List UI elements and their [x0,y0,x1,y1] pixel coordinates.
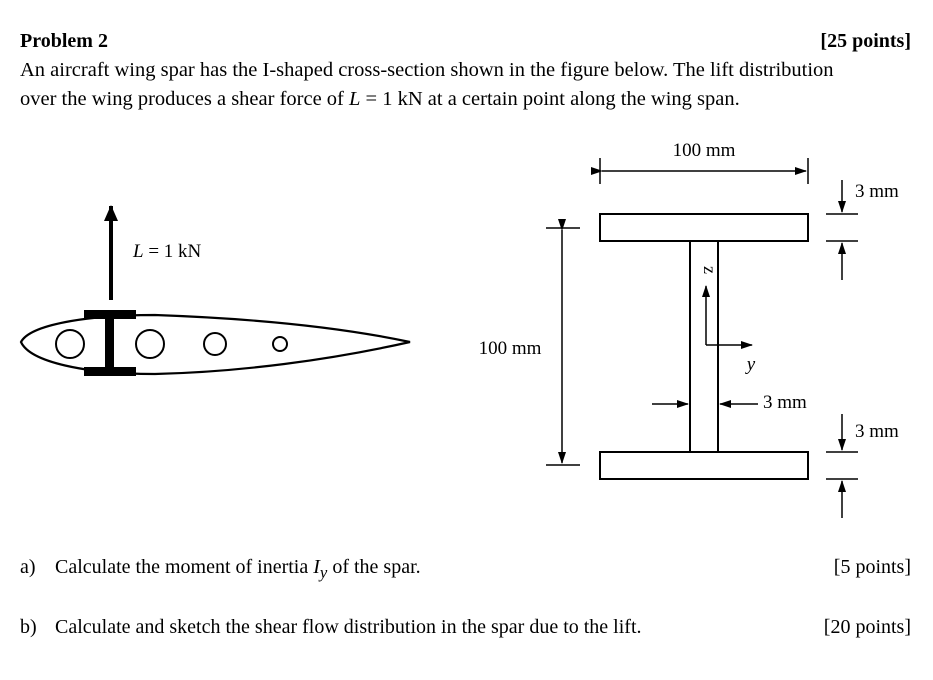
airfoil-hole-3 [204,333,226,355]
z-axis-label: z [700,266,720,274]
y-axis-label: y [746,354,756,375]
spar-bottom-cap [84,367,136,376]
airfoil-hole-2 [136,330,164,358]
width-label: 100 mm [672,140,736,161]
statement-text-a: over the wing produces a shear force of [20,88,350,110]
lift-label: L = 1 kN [133,241,202,262]
top-flange-thickness-dim [826,180,899,280]
height-label: 100 mm [478,338,542,359]
spar-web [105,318,114,368]
statement-text-b: = 1 kN at a certain point along the wing span. [360,88,740,110]
height-dimension [479,228,580,465]
var-I: I [313,556,320,578]
airfoil-sketch [21,206,410,376]
problem-points: [25 points] [820,30,911,52]
airfoil-hole-1 [56,330,84,358]
top-flange-thickness-label: 3 mm [855,181,899,202]
problem-title: Problem 2 [20,30,108,52]
airfoil-hole-4 [273,337,287,351]
bottom-flange-thickness-label: 3 mm [855,421,899,442]
airfoil-outline [21,315,410,374]
statement-var-L: L [349,88,361,110]
question-b-points: [20 points] [823,616,911,638]
i-section [600,214,808,479]
spar-top-cap [84,310,136,319]
top-flange [600,214,808,241]
bottom-flange [600,452,808,479]
bottom-flange-thickness-dim [826,414,899,518]
web-thickness-dim [652,392,807,413]
question-b-label: b) [20,616,37,638]
width-dimension [600,140,808,184]
question-b-text: Calculate and sketch the shear flow distribution in the spar due to the lift. [55,616,642,638]
question-a-text: Calculate the moment of inertia $I_y$ of the spar. [55,556,421,582]
var-y-subscript: y [319,563,328,582]
statement-line-1: An aircraft wing spar has the I-shaped cross-section shown in the figure below. The lift distribution [20,59,834,81]
web-thickness-label: 3 mm [763,392,807,413]
question-a-points: [5 points] [833,556,911,578]
question-a-label: a) [20,556,36,578]
